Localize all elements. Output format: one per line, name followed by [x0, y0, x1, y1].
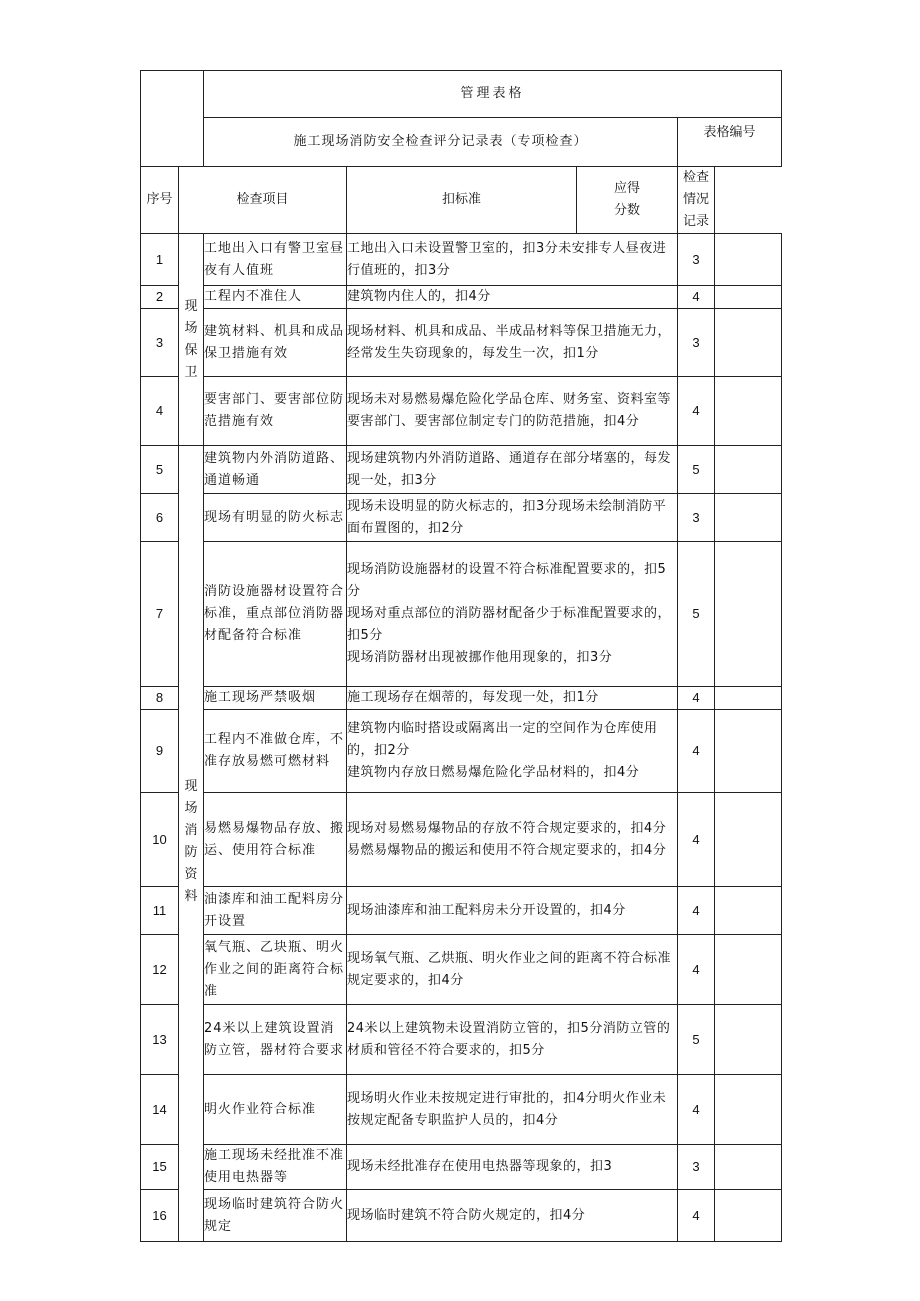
score-cell: 4 — [678, 887, 715, 935]
deduction-standard: 现场未对易燃易爆危险化学品仓库、财务室、资料室等要害部门、要害部位制定专门的防范措施，扣4分 — [347, 377, 678, 446]
table-row — [141, 494, 782, 542]
record-cell[interactable] — [715, 687, 782, 710]
record-cell[interactable] — [715, 1075, 782, 1145]
deduction-standard: 现场明火作业未按规定进行审批的，扣4分明火作业未按规定配备专职监护人员的，扣4分 — [347, 1075, 678, 1145]
row-number: 1 — [141, 234, 179, 286]
row-number: 2 — [141, 286, 179, 309]
record-cell[interactable] — [715, 1190, 782, 1242]
row-number: 15 — [141, 1145, 179, 1190]
col-header-standard: 扣标准 — [347, 167, 577, 234]
table-row — [141, 1005, 782, 1075]
deduction-standard: 现场临时建筑不符合防火规定的，扣4分 — [347, 1190, 678, 1242]
record-cell[interactable] — [715, 542, 782, 687]
row-number: 12 — [141, 935, 179, 1005]
score-cell: 3 — [678, 309, 715, 377]
row-number: 4 — [141, 377, 179, 446]
table-row — [141, 309, 782, 377]
table-row — [141, 1075, 782, 1145]
group-security: 现 场 保 卫 — [179, 234, 204, 446]
deduction-standard: 现场未经批准存在使用电热器等现象的，扣3 — [347, 1145, 678, 1190]
form-number-label: 表格编号 — [678, 118, 782, 167]
record-cell[interactable] — [715, 234, 782, 286]
score-cell: 4 — [678, 286, 715, 309]
score-cell: 4 — [678, 1190, 715, 1242]
row-number: 16 — [141, 1190, 179, 1242]
deduction-standard: 现场油漆库和油工配料房未分开设置的，扣4分 — [347, 887, 678, 935]
check-item: 工程内不准做仓库，不准存放易燃可燃材料 — [204, 710, 347, 793]
column-header-row — [141, 167, 782, 234]
inspection-form — [140, 70, 781, 1242]
table-row — [141, 887, 782, 935]
record-cell[interactable] — [715, 1145, 782, 1190]
score-cell: 5 — [678, 1005, 715, 1075]
blank-corner-cell — [141, 71, 204, 167]
score-cell: 4 — [678, 377, 715, 446]
table-row — [141, 377, 782, 446]
check-item: 施工现场严禁吸烟 — [204, 687, 347, 710]
check-item: 明火作业符合标准 — [204, 1075, 347, 1145]
table-row — [141, 542, 782, 687]
deduction-standard: 现场氧气瓶、乙烘瓶、明火作业之间的距离不符合标准规定要求的，扣4分 — [347, 935, 678, 1005]
form-table — [140, 70, 782, 1242]
deduction-standard: 工地出入口未设置警卫室的，扣3分未安排专人昼夜进行值班的，扣3分 — [347, 234, 678, 286]
record-cell[interactable] — [715, 887, 782, 935]
form-name: 施工现场消防安全检查评分记录表（专项检查） — [204, 118, 678, 167]
table-row — [141, 710, 782, 793]
row-number: 7 — [141, 542, 179, 687]
record-cell[interactable] — [715, 377, 782, 446]
table-row — [141, 286, 782, 309]
col-header-item: 检查项目 — [179, 167, 347, 234]
deduction-standard: 现场未设明显的防火标志的，扣3分现场未绘制消防平面布置图的，扣2分 — [347, 494, 678, 542]
score-cell: 4 — [678, 1075, 715, 1145]
deduction-standard: 现场材料、机具和成品、半成品材料等保卫措施无力，经常发生失窃现象的，每发生一次，扣1分 — [347, 309, 678, 377]
row-number: 14 — [141, 1075, 179, 1145]
row-number: 5 — [141, 446, 179, 494]
col-header-score: 应得 分数 — [577, 167, 678, 234]
check-item: 氧气瓶、乙块瓶、明火作业之间的距离符合标准 — [204, 935, 347, 1005]
check-item: 现场有明显的防火标志 — [204, 494, 347, 542]
check-item: 现场临时建筑符合防火规定 — [204, 1190, 347, 1242]
table-row — [141, 1145, 782, 1190]
record-cell[interactable] — [715, 286, 782, 309]
table-row — [141, 793, 782, 887]
document-title: 管理表格 — [204, 71, 782, 118]
check-item: 油漆库和油工配料房分开设置 — [204, 887, 347, 935]
score-cell: 3 — [678, 234, 715, 286]
record-cell[interactable] — [715, 710, 782, 793]
table-row — [141, 234, 782, 286]
score-cell: 4 — [678, 710, 715, 793]
check-item: 24米以上建筑设置消防立管，器材符合要求 — [204, 1005, 347, 1075]
score-cell: 4 — [678, 687, 715, 710]
score-cell: 3 — [678, 494, 715, 542]
score-cell: 4 — [678, 935, 715, 1005]
col-header-record: 检查情况 记录 — [678, 167, 715, 234]
table-row — [141, 446, 782, 494]
row-number: 13 — [141, 1005, 179, 1075]
group-fire-safety: 现 场 消 防 资 料 — [179, 446, 204, 1242]
score-cell: 4 — [678, 793, 715, 887]
score-cell: 5 — [678, 446, 715, 494]
row-number: 8 — [141, 687, 179, 710]
row-number: 9 — [141, 710, 179, 793]
row-number: 10 — [141, 793, 179, 887]
row-number: 11 — [141, 887, 179, 935]
check-item: 施工现场未经批准不准使用电热器等 — [204, 1145, 347, 1190]
record-cell[interactable] — [715, 309, 782, 377]
record-cell[interactable] — [715, 935, 782, 1005]
row-number: 6 — [141, 494, 179, 542]
check-item: 工程内不准住人 — [204, 286, 347, 309]
table-row — [141, 1190, 782, 1242]
check-item: 建筑材料、机具和成品保卫措施有效 — [204, 309, 347, 377]
check-item: 消防设施器材设置符合标准，重点部位消防器材配备符合标准 — [204, 542, 347, 687]
table-row — [141, 687, 782, 710]
record-cell[interactable] — [715, 793, 782, 887]
col-header-seq: 序号 — [141, 167, 179, 234]
check-item: 易燃易爆物品存放、搬运、使用符合标准 — [204, 793, 347, 887]
check-item: 建筑物内外消防道路、通道畅通 — [204, 446, 347, 494]
record-cell[interactable] — [715, 446, 782, 494]
record-cell[interactable] — [715, 494, 782, 542]
deduction-standard: 现场消防设施器材的设置不符合标准配置要求的，扣5分 现场对重点部位的消防器材配备少于标准配置要求的，扣5分 现场消防器材出现被挪作他用现象的，扣3分 — [347, 542, 678, 687]
deduction-standard: 建筑物内住人的，扣4分 — [347, 286, 678, 309]
deduction-standard: 现场对易燃易爆物品的存放不符合规定要求的，扣4分 易燃易爆物品的搬运和使用不符合规定要求的，扣4分 — [347, 793, 678, 887]
record-cell[interactable] — [715, 1005, 782, 1075]
deduction-standard: 建筑物内临时搭设或隔离出一定的空间作为仓库使用的，扣2分 建筑物内存放日燃易爆危险化学品材料的，扣4分 — [347, 710, 678, 793]
score-cell: 5 — [678, 542, 715, 687]
check-item: 要害部门、要害部位防范措施有效 — [204, 377, 347, 446]
deduction-standard: 24米以上建筑物未设置消防立管的，扣5分消防立管的材质和管径不符合要求的，扣5分 — [347, 1005, 678, 1075]
score-cell: 3 — [678, 1145, 715, 1190]
table-row — [141, 935, 782, 1005]
deduction-standard: 施工现场存在烟蒂的，每发现一处，扣1分 — [347, 687, 678, 710]
deduction-standard: 现场建筑物内外消防道路、通道存在部分堵塞的，每发现一处，扣3分 — [347, 446, 678, 494]
row-number: 3 — [141, 309, 179, 377]
check-item: 工地出入口有警卫室昼夜有人值班 — [204, 234, 347, 286]
